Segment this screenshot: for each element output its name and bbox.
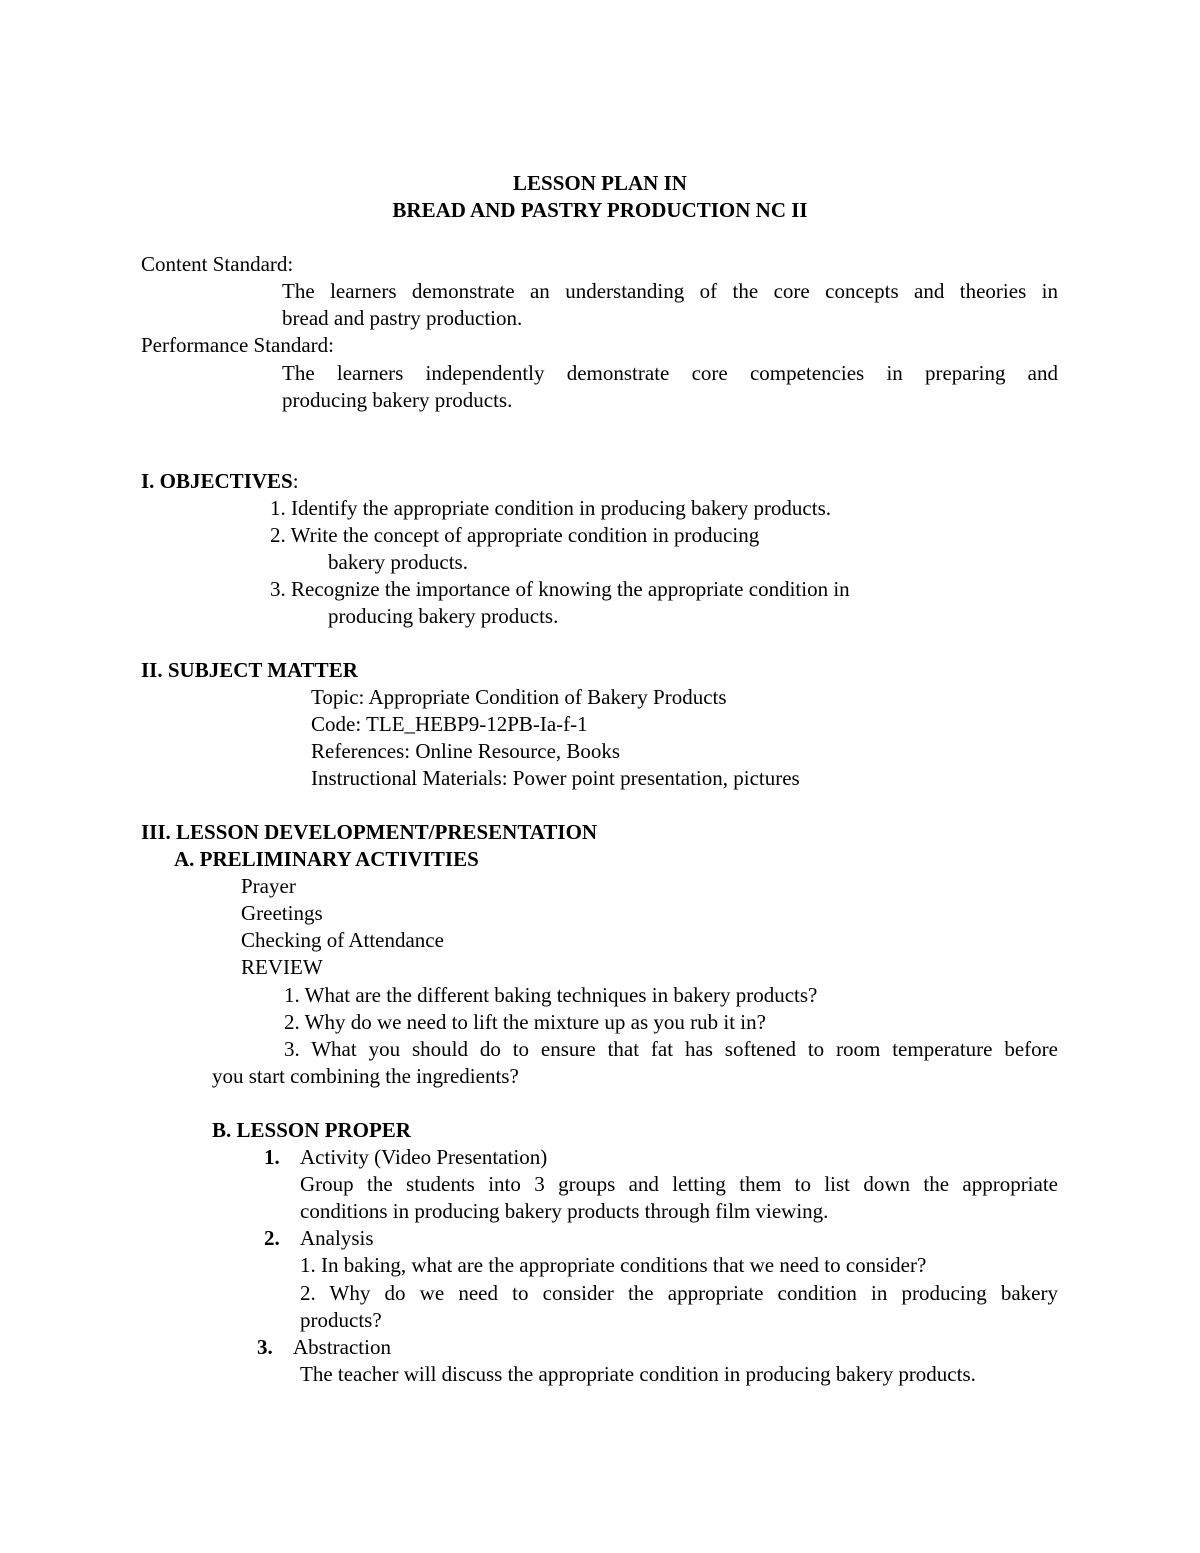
analysis-title: Analysis bbox=[300, 1226, 374, 1250]
subject-materials: Instructional Materials: Power point presentation, pictures bbox=[311, 766, 800, 790]
preliminary-review: REVIEW bbox=[241, 955, 323, 979]
performance-standard-label: Performance Standard: bbox=[141, 333, 335, 357]
abstraction-number: 3. bbox=[257, 1335, 273, 1359]
subject-code: Code: TLE_HEBP9-12PB-Ia-f-1 bbox=[311, 712, 588, 736]
activity-text-line1: Group the students into 3 groups and letting them to list down the appropriate bbox=[300, 1172, 1058, 1196]
review-question-2: 2. Why do we need to lift the mixture up as you rub it in? bbox=[284, 1010, 766, 1034]
subject-topic: Topic: Appropriate Condition of Bakery Products bbox=[311, 685, 727, 709]
subject-matter-heading: II. SUBJECT MATTER bbox=[141, 658, 358, 682]
doc-title-line1: LESSON PLAN IN bbox=[513, 171, 687, 195]
lesson-development-heading: III. LESSON DEVELOPMENT/PRESENTATION bbox=[141, 820, 598, 844]
subject-references: References: Online Resource, Books bbox=[311, 739, 621, 763]
objective-item-2-line1: 2. Write the concept of appropriate condition in producing bbox=[270, 523, 760, 547]
doc-title-line2: BREAD AND PASTRY PRODUCTION NC II bbox=[392, 198, 808, 222]
activity-text-line2: conditions in producing bakery products through film viewing. bbox=[300, 1199, 829, 1223]
objective-item-2-line2: bakery products. bbox=[328, 550, 468, 574]
abstraction-title: Abstraction bbox=[293, 1335, 391, 1359]
objectives-colon: : bbox=[292, 469, 299, 493]
review-question-3-line2: you start combining the ingredients? bbox=[212, 1064, 519, 1088]
objectives-heading: I. OBJECTIVES bbox=[141, 469, 293, 493]
objectives-heading-row bbox=[141, 468, 299, 495]
analysis-question-1: 1. In baking, what are the appropriate conditions that we need to consider? bbox=[300, 1253, 927, 1277]
preliminary-attendance: Checking of Attendance bbox=[241, 928, 444, 952]
objective-item-3-line1: 3. Recognize the importance of knowing the appropriate condition in bbox=[270, 577, 850, 601]
preliminary-activities-heading: A. PRELIMINARY ACTIVITIES bbox=[174, 847, 479, 871]
content-standard-text-line1: The learners demonstrate an understanding of the core concepts and theories in bbox=[282, 279, 1058, 303]
analysis-question-2-line1: 2. Why do we need to consider the appropriate condition in producing bakery bbox=[300, 1281, 1058, 1305]
abstraction-text: The teacher will discuss the appropriate condition in producing bakery products. bbox=[300, 1362, 976, 1386]
content-standard-text-line2: bread and pastry production. bbox=[282, 306, 523, 330]
activity-number: 1. bbox=[264, 1145, 280, 1169]
performance-standard-text-line2: producing bakery products. bbox=[282, 388, 513, 412]
objective-item-1: 1. Identify the appropriate condition in producing bakery products. bbox=[270, 496, 832, 520]
lesson-proper-heading: B. LESSON PROPER bbox=[212, 1118, 411, 1142]
objective-item-3-line2: producing bakery products. bbox=[328, 604, 559, 628]
activity-title: Activity (Video Presentation) bbox=[300, 1145, 548, 1169]
content-standard-label: Content Standard: bbox=[141, 252, 294, 276]
analysis-number: 2. bbox=[264, 1226, 280, 1250]
performance-standard-text-line1: The learners independently demonstrate core competencies in preparing and bbox=[282, 361, 1058, 385]
review-question-1: 1. What are the different baking techniques in bakery products? bbox=[284, 983, 818, 1007]
preliminary-greetings: Greetings bbox=[241, 901, 323, 925]
review-question-3-line1: 3. What you should do to ensure that fat has softened to room temperature before bbox=[284, 1037, 1058, 1061]
preliminary-prayer: Prayer bbox=[241, 874, 296, 898]
analysis-question-2-line2: products? bbox=[300, 1308, 382, 1332]
